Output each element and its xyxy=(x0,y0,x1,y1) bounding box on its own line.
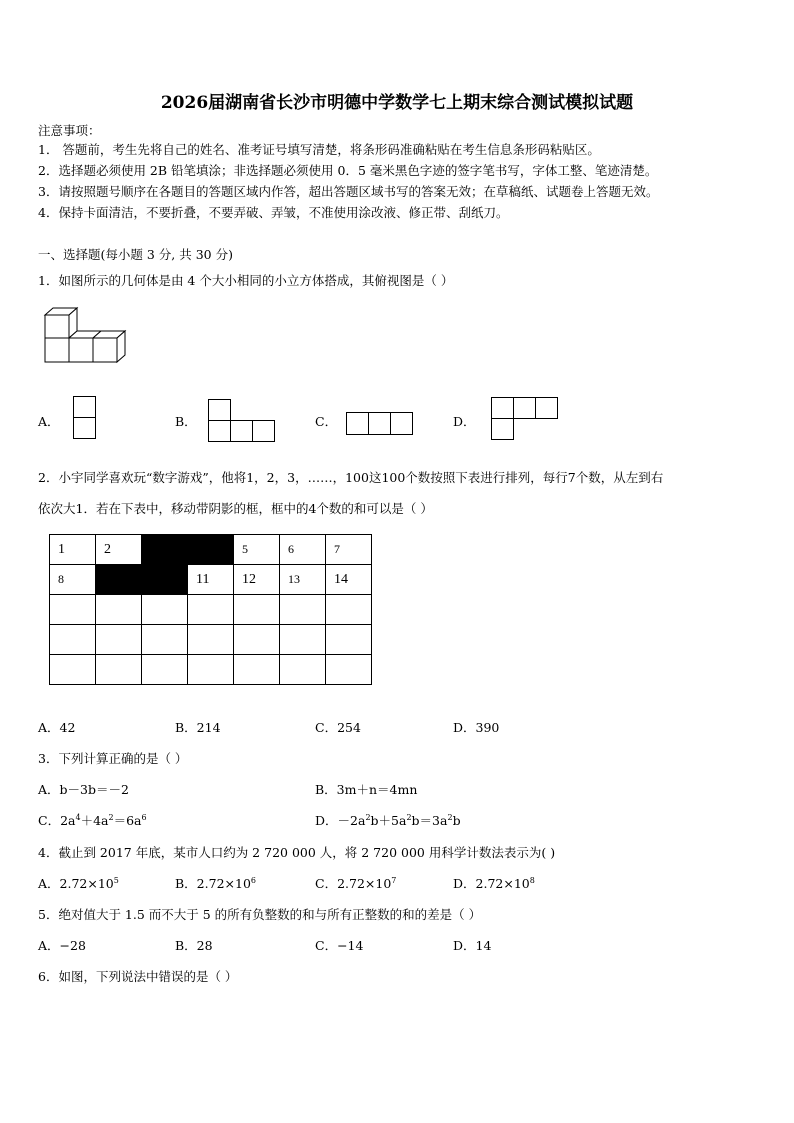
note-4: 4．保持卡面清洁，不要折叠，不要弄破、弄皱，不准使用涂改液、修正带、刮纸刀。 xyxy=(38,205,509,220)
section-heading: 一、选择题(每小题 3 分, 共 30 分) xyxy=(38,247,233,262)
q1-solid-figure xyxy=(40,305,130,367)
q3-option-a[interactable]: A．b－3b＝－2 xyxy=(38,782,129,797)
shaded-cell xyxy=(188,535,234,565)
shaded-cell xyxy=(142,535,188,565)
q6-text: 6．如图，下列说法中错误的是（ ） xyxy=(38,969,238,984)
q2-option-c[interactable]: C．254 xyxy=(315,720,361,735)
q2-option-a[interactable]: A．42 xyxy=(38,720,76,735)
q5-option-a[interactable]: A．−28 xyxy=(38,938,86,953)
q5-option-c[interactable]: C．−14 xyxy=(315,938,364,953)
note-1: 1． 答题前，考生先将自己的姓名、准考证号填写清楚，将条形码准确粘贴在考生信息条形码粘贴区。 xyxy=(38,142,600,157)
grid-cell: 8 xyxy=(50,565,96,595)
q1-option-d[interactable]: D． xyxy=(453,414,476,429)
table-row xyxy=(50,655,372,685)
grid-cell: 6 xyxy=(280,535,326,565)
q5-option-d[interactable]: D．14 xyxy=(453,938,492,953)
q3-option-c[interactable]: C．$2a^4+4a^2=6a^6$ xyxy=(38,812,147,828)
q1-text: 1．如图所示的几何体是由 4 个大小相同的小立方体搭成，其俯视图是（ ） xyxy=(38,273,454,288)
q5-text: 5．绝对值大于 1.5 而不大于 5 的所有负整数的和与所有正整数的和的差是（ ） xyxy=(38,907,482,922)
shaded-cell xyxy=(96,565,142,595)
table-row xyxy=(50,565,372,595)
grid-cell: 14 xyxy=(326,565,372,595)
grid-cell: 1 xyxy=(50,535,96,565)
note-3: 3．请按照题号顺序在各题目的答题区域内作答，超出答题区域书写的答案无效；在草稿纸、试题卷上答题无效。 xyxy=(38,184,659,199)
notes-heading: 注意事项： xyxy=(38,123,101,138)
q3-text: 3．下列计算正确的是（ ） xyxy=(38,751,188,766)
grid-cell: 7 xyxy=(326,535,372,565)
q5-option-b[interactable]: B．28 xyxy=(175,938,213,953)
q1-option-a-figure xyxy=(73,396,97,440)
grid-cell: 11 xyxy=(188,565,234,595)
q3-option-d[interactable]: D．$-2a^2b+5a^2b=3a^2b$ xyxy=(315,812,461,828)
q2-option-d[interactable]: D．390 xyxy=(453,720,500,735)
grid-cell: 2 xyxy=(96,535,142,565)
q2-text-line2: 依次大1．若在下表中，移动带阴影的框，框中的4个数的和可以是（ ） xyxy=(38,501,433,516)
q4-option-a[interactable]: A．$2.72\times 10^5$ xyxy=(38,875,119,891)
grid-cell: 13 xyxy=(280,565,326,595)
table-row xyxy=(50,535,372,565)
q1-option-c-figure xyxy=(346,412,414,436)
shaded-cell xyxy=(142,565,188,595)
q1-option-a[interactable]: A． xyxy=(38,414,60,429)
grid-cell: 5 xyxy=(234,535,280,565)
q2-text-line1: 2．小宇同学喜欢玩“数字游戏”，他将1，2，3，……，100这100个数按照下表进行排列，每行7个数，从左到右 xyxy=(38,470,664,485)
table-row xyxy=(50,625,372,655)
q1-option-b[interactable]: B． xyxy=(175,414,197,429)
q1-option-c[interactable]: C． xyxy=(315,414,338,429)
q2-option-b[interactable]: B．214 xyxy=(175,720,221,735)
q3-option-b[interactable]: B．3m＋n＝4mn xyxy=(315,782,418,797)
q4-option-d[interactable]: D．$2.72\times 10^8$ xyxy=(453,875,535,891)
grid-cell: 12 xyxy=(234,565,280,595)
number-grid xyxy=(49,534,372,685)
table-row xyxy=(50,595,372,625)
q4-option-c[interactable]: C．$2.72\times 10^7$ xyxy=(315,875,397,891)
q4-option-b[interactable]: B．$2.72\times 10^6$ xyxy=(175,875,256,891)
q1-option-b-figure xyxy=(208,399,276,443)
q1-option-d-figure xyxy=(491,397,559,441)
page-title: 2026届湖南省长沙市明德中学数学七上期末综合测试模拟试题 xyxy=(160,93,634,113)
q4-text: 4．截止到 2017 年底，某市人口约为 2 720 000 人，将 2 720 000 用科学计数法表示为( ) xyxy=(38,845,556,860)
note-2: 2．选择题必须使用 2B 铅笔填涂；非选择题必须使用 0．5 毫米黑色字迹的签字笔书写，字体工整、笔迹清楚。 xyxy=(38,163,658,178)
